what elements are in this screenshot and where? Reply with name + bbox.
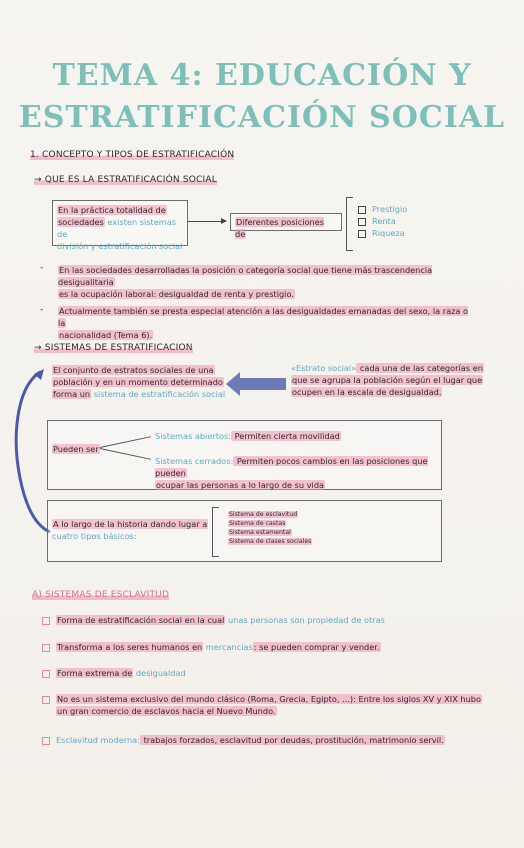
checkbox-icon: [42, 696, 50, 704]
subheading-sistemas: → SISTEMAS DE ESTRATIFICACION: [34, 343, 193, 353]
section-1-heading: 1. CONCEPTO Y TIPOS DE ESTRATIFICACIÓN: [30, 150, 235, 160]
sistemas-cerrados: Sistemas cerrados: Permiten pocos cambios en las posiciones que pueden ocupar las personas a lo largo de su vida: [155, 456, 428, 490]
checkbox-icon: [358, 218, 366, 226]
section-a-bullet-5: Esclavitud moderna: trabajos forzados, esclavitud por deudas, prostitución, matrimonio servil.: [42, 734, 492, 746]
checkbox-icon: [358, 206, 366, 214]
dash-icon: -: [40, 305, 44, 315]
definition-box: En la práctica totalidad de sociedades existen sistemas de división y estratificación social: [52, 200, 188, 246]
bracket-icon: [212, 507, 219, 557]
conjunto-text: El conjunto de estratos sociales de una población y en un momento determinado forma un sistema de estratificación social: [53, 365, 226, 399]
title-line-1: TEMA 4: EDUCACIÓN Y: [52, 58, 472, 93]
checkbox-icon: [42, 644, 50, 652]
dash-icon: -: [40, 263, 44, 273]
checkbox-icon: [42, 617, 50, 625]
positions-list: Prestigio Renta Riqueza: [358, 203, 407, 239]
section-a-bullet-1: Forma de estratificación social en la cual unas personas son propiedad de otras: [42, 614, 482, 626]
checkbox-icon: [42, 737, 50, 745]
estrato-definition: «Estrato social» cada una de las categorías en que se agrupa la población según el lugar que ocupen en la escala de desigualdad.: [291, 363, 483, 397]
historia-text: A lo largo de la historia dando lugar a cuatro tipos básicos:: [52, 519, 208, 541]
dash-item-1: En las sociedades desarrolladas la posición o categoría social que tiene más trascendencia desigualitaria es la ocupación laboral: desigualdad de renta y prestigio.: [58, 265, 433, 299]
subheading-que-es: → QUE ES LA ESTRATIFICACIÓN SOCIAL: [34, 175, 217, 185]
dash-item-2: Actualmente también se presta especial atención a las desigualdades emanadas del sexo, la raza o la nacionalidad (Tema 6).: [58, 306, 469, 340]
tipos-list: Sistema de esclavitud Sistema de castas Sistema estamental Sistema de clases sociales: [229, 511, 312, 545]
checkbox-icon: [42, 670, 50, 678]
section-a-bullet-3: Forma extrema de desigualdad: [42, 667, 482, 679]
checkbox-icon: [358, 230, 366, 238]
left-arrow-icon: [240, 378, 286, 390]
pueden-ser-label: Pueden ser: [53, 444, 99, 454]
bracket-icon: [346, 197, 353, 251]
sistemas-abiertos: Sistemas abiertos: Permiten cierta movilidad: [155, 431, 340, 441]
section-a-bullet-4: No es un sistema exclusivo del mundo clásico (Roma, Grecia, Egipto, ...): Entre los siglos XV y XIX hubo un gran comercio de esclavos hacia el Nuevo Mundo.: [42, 693, 492, 717]
section-a-bullet-2: Transforma a los seres humanos en mercancías: se pueden comprar y vender.: [42, 641, 482, 653]
posiciones-box: Diferentes posiciones de: [230, 213, 342, 231]
title-line-2: ESTRATIFICACIÓN SOCIAL: [18, 100, 506, 135]
arrow-right-icon: [188, 221, 226, 222]
section-a-heading: A) SISTEMAS DE ESCLAVITUD: [32, 590, 170, 600]
